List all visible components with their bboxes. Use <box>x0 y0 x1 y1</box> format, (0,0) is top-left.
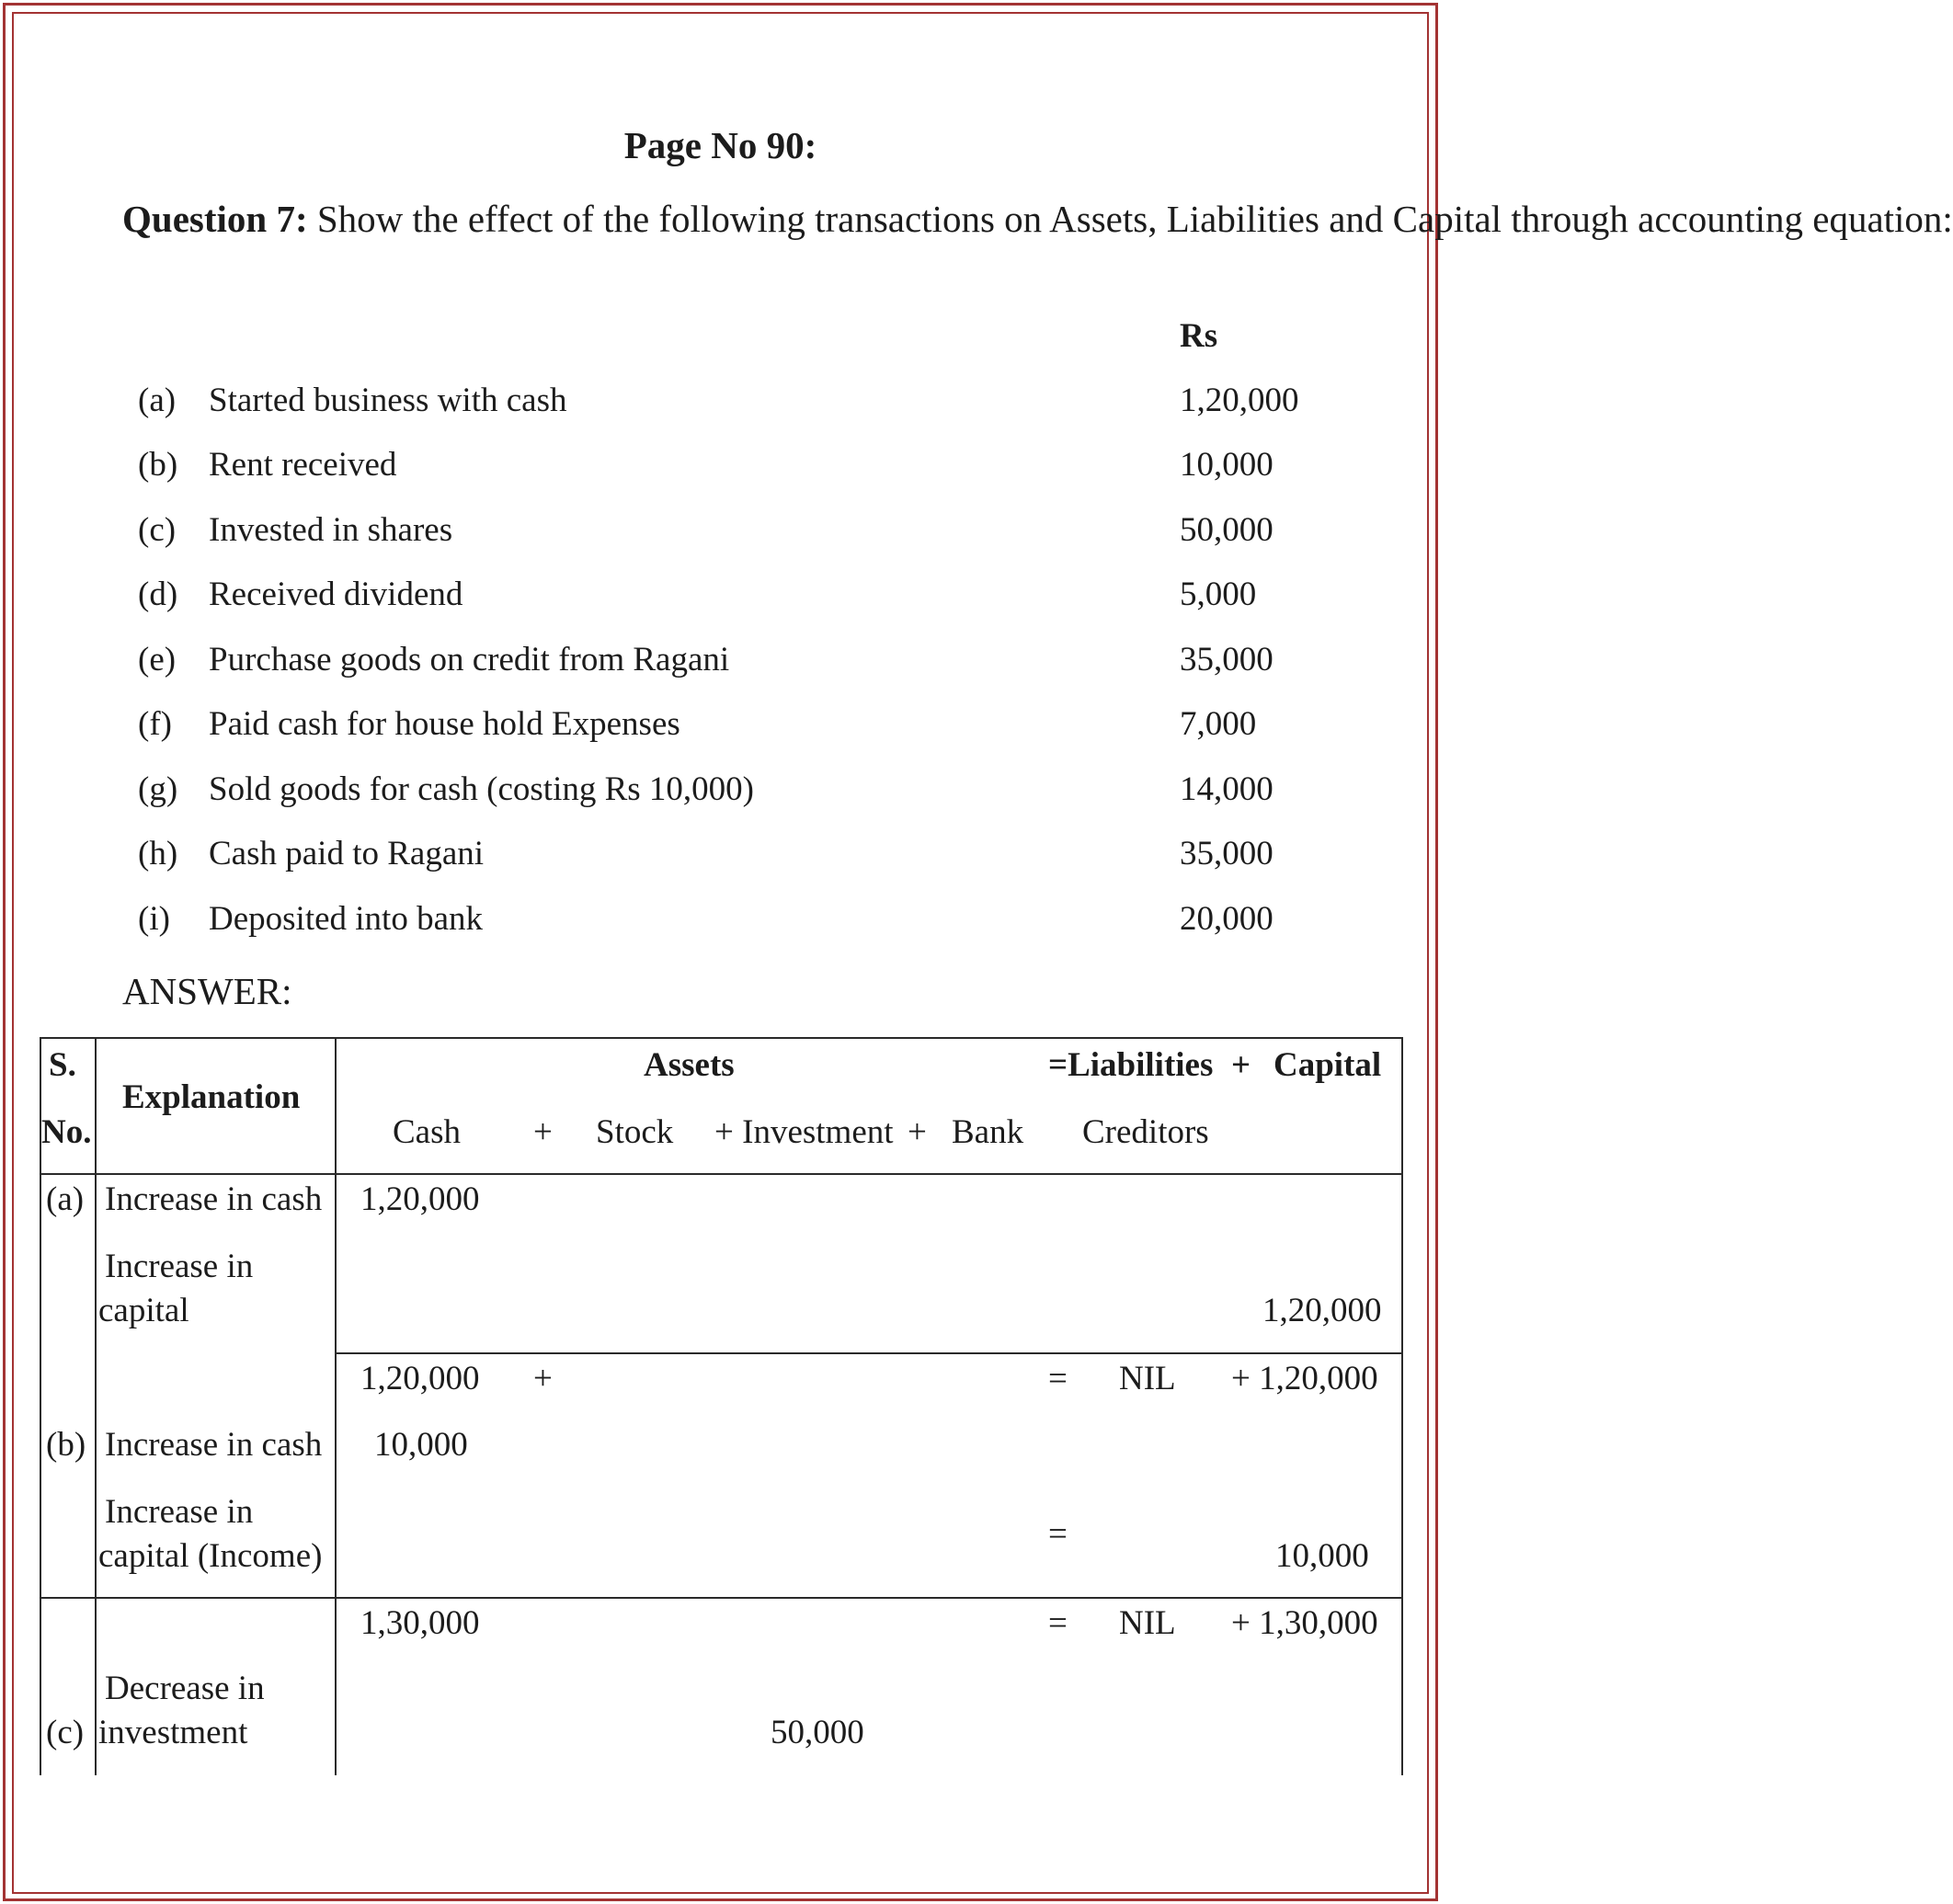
question-label: Question 7: <box>122 198 308 240</box>
cell-capital: + 1,30,000 <box>1231 1604 1378 1642</box>
header-bank: Bank <box>952 1113 1024 1151</box>
cell-cash: 1,30,000 <box>360 1604 480 1642</box>
header-plus: + <box>908 1113 927 1151</box>
header-sno: No. <box>41 1113 92 1151</box>
transaction-label: (g) <box>138 770 178 808</box>
transaction-label: (i) <box>138 900 170 938</box>
row-sno: (b) <box>46 1426 86 1464</box>
transaction-amount: 1,20,000 <box>1180 382 1299 419</box>
transaction-label: (h) <box>138 835 178 872</box>
header-creditors: Creditors <box>1082 1113 1209 1151</box>
cell-equals: = <box>1048 1604 1068 1642</box>
row-explanation: capital <box>98 1292 189 1329</box>
row-explanation: Increase in cash <box>105 1180 323 1218</box>
header-plus: + <box>1231 1046 1251 1084</box>
header-investment: + Investment <box>714 1113 894 1151</box>
header-assets: Assets <box>644 1046 735 1084</box>
header-cash: Cash <box>393 1113 461 1151</box>
transaction-description: Invested in shares <box>209 511 453 549</box>
cell-equals: = <box>1048 1360 1068 1397</box>
transaction-label: (a) <box>138 382 177 419</box>
transaction-description: Cash paid to Ragani <box>209 835 485 872</box>
table-right-rule <box>1401 1037 1403 1775</box>
transaction-description: Paid cash for house hold Expenses <box>209 705 680 743</box>
page-border-inner <box>12 12 1429 1894</box>
question-text <box>122 193 1953 245</box>
row-sno: (a) <box>46 1180 85 1218</box>
question-body: Show the effect of the following transactions on Assets, Liabilities and Capital through accounting equation: <box>316 198 1953 240</box>
transaction-description: Started business with cash <box>209 382 567 419</box>
transaction-label: (f) <box>138 705 172 743</box>
header-capital: Capital <box>1273 1046 1382 1084</box>
transaction-amount: 20,000 <box>1180 900 1273 938</box>
table-sno-rule <box>95 1037 97 1775</box>
transaction-amount: 5,000 <box>1180 576 1257 613</box>
row-explanation: Increase in <box>105 1248 254 1285</box>
table-top-rule <box>40 1037 1403 1039</box>
cell-capital: 1,20,000 <box>1262 1292 1382 1329</box>
header-stock: Stock <box>596 1113 674 1151</box>
table-header-rule <box>40 1173 1403 1175</box>
transaction-amount: 14,000 <box>1180 770 1273 808</box>
row-explanation: investment <box>98 1714 248 1751</box>
cell-capital: 10,000 <box>1275 1537 1369 1575</box>
cell-cash: 1,20,000 <box>360 1180 480 1218</box>
table-explanation-rule <box>335 1037 337 1775</box>
transaction-description: Purchase goods on credit from Ragani <box>209 641 730 678</box>
transaction-amount: 35,000 <box>1180 835 1273 872</box>
header-plus: + <box>533 1113 553 1151</box>
transaction-amount: 7,000 <box>1180 705 1257 743</box>
cell-creditors: NIL <box>1119 1360 1176 1397</box>
transaction-amount: 50,000 <box>1180 511 1273 549</box>
currency-header: Rs <box>1180 317 1218 355</box>
transaction-amount: 35,000 <box>1180 641 1273 678</box>
table-row-rule <box>336 1352 1403 1354</box>
row-explanation: capital (Income) <box>98 1537 323 1575</box>
row-explanation: Decrease in <box>105 1670 265 1707</box>
cell-plus: + <box>533 1360 553 1397</box>
transaction-description: Sold goods for cash (costing Rs 10,000) <box>209 770 754 808</box>
table-row-rule <box>40 1597 1403 1599</box>
transaction-label: (c) <box>138 511 177 549</box>
cell-cash: 10,000 <box>374 1426 468 1464</box>
transaction-label: (b) <box>138 446 178 484</box>
cell-cash: 1,20,000 <box>360 1360 480 1397</box>
row-sno: (c) <box>46 1714 85 1751</box>
header-liabilities: =Liabilities <box>1048 1046 1214 1084</box>
transaction-description: Received dividend <box>209 576 463 613</box>
row-explanation: Increase in <box>105 1493 254 1531</box>
cell-capital: + 1,20,000 <box>1231 1360 1378 1397</box>
header-sno: S. <box>49 1046 76 1084</box>
transaction-label: (e) <box>138 641 177 678</box>
transaction-description: Deposited into bank <box>209 900 484 938</box>
transaction-description: Rent received <box>209 446 397 484</box>
row-explanation: Increase in cash <box>105 1426 323 1464</box>
cell-equals: = <box>1048 1515 1068 1553</box>
cell-creditors: NIL <box>1119 1604 1176 1642</box>
answer-heading: ANSWER: <box>122 970 292 1012</box>
header-explanation: Explanation <box>122 1078 301 1116</box>
transaction-amount: 10,000 <box>1180 446 1273 484</box>
cell-investment: 50,000 <box>771 1714 864 1751</box>
transaction-label: (d) <box>138 576 178 613</box>
page-title: Page No 90: <box>623 124 817 166</box>
